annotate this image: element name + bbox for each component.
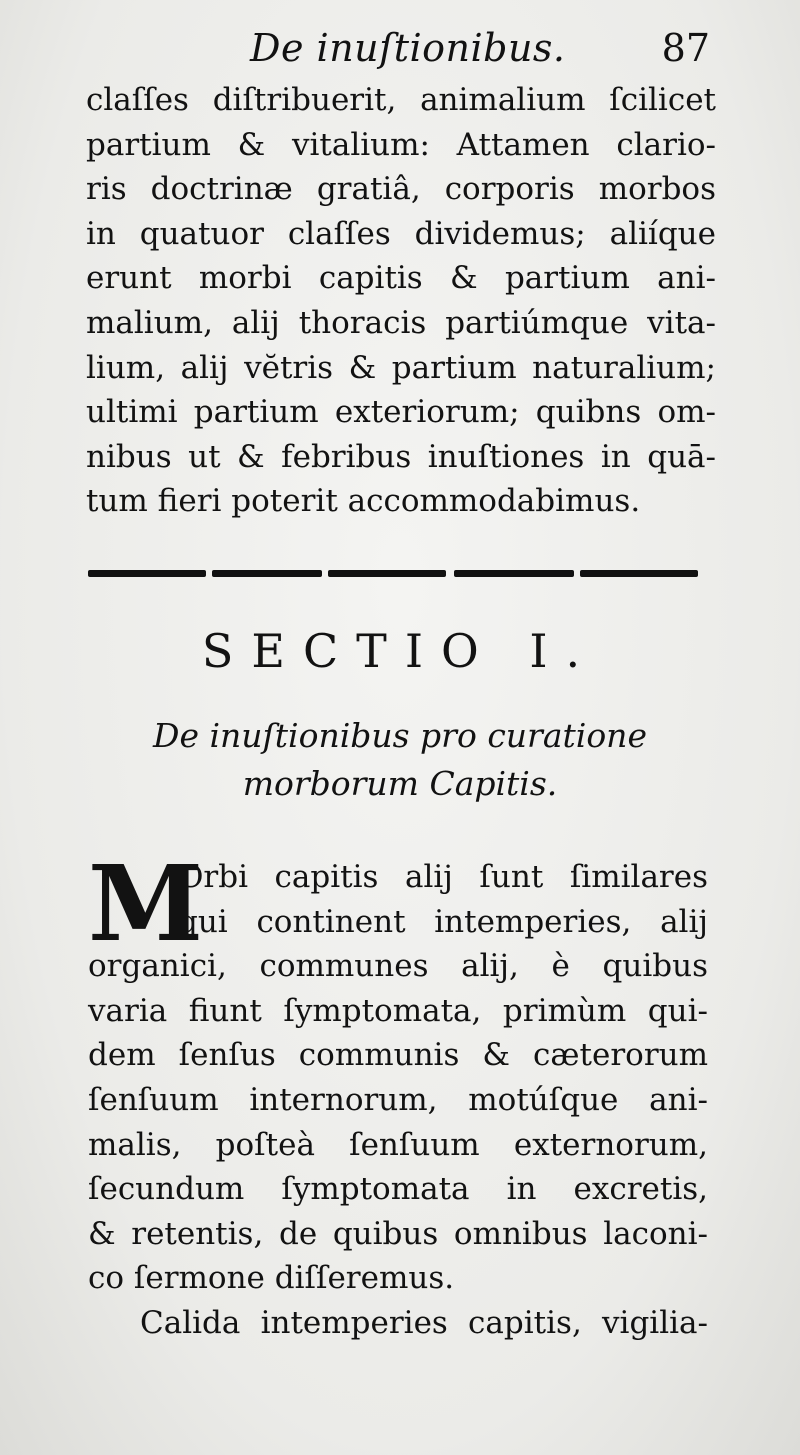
body-line: & retentis, de quibus omnibus laconi- (88, 1215, 708, 1252)
section-subtitle (0, 712, 800, 808)
rule-segment (88, 570, 206, 577)
body-line: dem ſenſus communis & cæterorum (88, 1037, 708, 1074)
body-line: qui continent intemperies, alij (178, 903, 708, 940)
intro-line: nibus ut & febribus inuſtiones in quā- (86, 438, 716, 475)
body-line: malis, poſteà ſenſuum externorum, (88, 1126, 708, 1163)
intro-line: in quatuor claſſes dividemus; aliíque (86, 215, 716, 252)
body-paragraph (88, 842, 708, 1346)
intro-line: ultimi partium exteriorum; quibns om- (86, 394, 716, 431)
rule-segment (454, 570, 574, 577)
section-title: SECTIO I. (201, 624, 599, 678)
body-line: co ſermone diſſeremus. (88, 1260, 455, 1297)
intro-paragraph (86, 78, 716, 524)
ornamental-rule (88, 566, 700, 580)
rule-segment (212, 570, 322, 577)
intro-line: lium, alij vĕtris & partium naturalium; (86, 349, 716, 386)
drop-cap: M (88, 842, 204, 965)
rule-segment (580, 570, 698, 577)
intro-line: tum fieri poterit accommodabimus. (86, 483, 641, 520)
intro-line: ris doctrinæ gratiâ, corporis morbos (86, 171, 716, 208)
intro-line: erunt morbi capitis & partium ani- (86, 260, 716, 297)
body-line: organici, communes alij, è quibus (88, 948, 708, 985)
intro-line: malium, alij thoracis partiúmque vita- (86, 304, 716, 341)
body-line: varia fiunt ſymptomata, primùm qui- (88, 992, 708, 1029)
body-line: Calida intemperies capitis, vigilia- (140, 1304, 708, 1341)
page-number: 87 (661, 26, 710, 70)
subtitle-line: morborum Capitis. (242, 764, 558, 803)
intro-line: partium & vitalium: Attamen clario- (86, 126, 716, 163)
subtitle-line: De inuſtionibus pro curatione (153, 716, 647, 755)
body-line: Orbi capitis alij ſunt ſimilares (178, 859, 708, 895)
running-head (90, 22, 710, 78)
running-title: De inuſtionibus. (250, 26, 566, 70)
body-line: ſenſuum internorum, motúſque ani- (88, 1081, 708, 1118)
body-line: ſecundum ſymptomata in excretis, (88, 1171, 708, 1208)
rule-segment (328, 570, 446, 577)
intro-line: claſſes diſtribuerit, animalium ſcilicet (86, 82, 716, 118)
